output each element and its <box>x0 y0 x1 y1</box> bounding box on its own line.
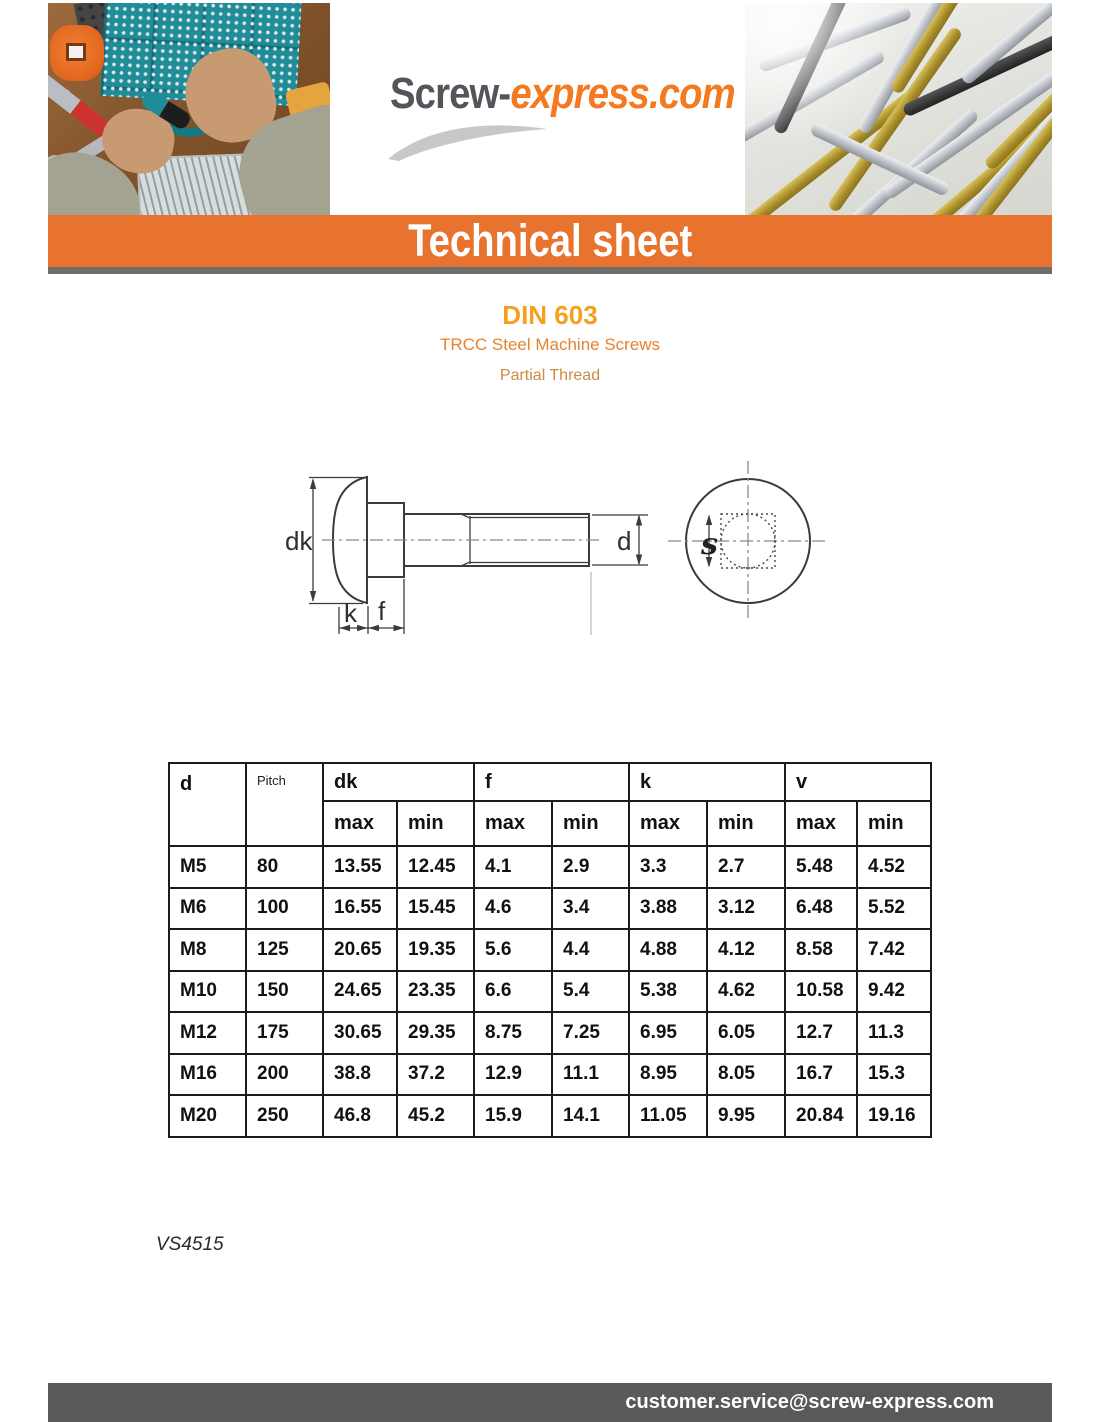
cell-value: 12.45 <box>397 846 474 888</box>
f-dimension-label: f <box>378 596 386 626</box>
cell-value: 4.4 <box>552 929 629 971</box>
cell-value: 4.6 <box>474 888 552 930</box>
subheader-min: min <box>857 801 931 846</box>
subheader-min: min <box>707 801 785 846</box>
cell-size: M12 <box>169 1012 246 1054</box>
col-header-f: f <box>474 763 629 801</box>
cell-value: 11.1 <box>552 1054 629 1096</box>
cell-value: 8.75 <box>474 1012 552 1054</box>
center-lines <box>322 461 828 621</box>
cell-value: 4.62 <box>707 971 785 1013</box>
col-header-v: v <box>785 763 931 801</box>
cell-value: 9.42 <box>857 971 931 1013</box>
cell-value: 30.65 <box>323 1012 397 1054</box>
tape-measure-detail <box>66 43 86 61</box>
logo-text-screw: Screw- <box>390 69 511 118</box>
cell-value: 8.58 <box>785 929 857 971</box>
dk-dimension-label: dk <box>285 526 313 556</box>
cell-value: 3.12 <box>707 888 785 930</box>
cell-value: 19.16 <box>857 1095 931 1137</box>
technical-drawing <box>270 450 850 650</box>
cell-value: 16.7 <box>785 1054 857 1096</box>
col-header-dk: dk <box>323 763 474 801</box>
col-header-k: k <box>629 763 785 801</box>
cell-value: 13.55 <box>323 846 397 888</box>
cell-value: 4.88 <box>629 929 707 971</box>
cell-value: 5.6 <box>474 929 552 971</box>
cell-value: 5.38 <box>629 971 707 1013</box>
cell-size: M16 <box>169 1054 246 1096</box>
cell-value: 6.95 <box>629 1012 707 1054</box>
cell-value: 11.3 <box>857 1012 931 1054</box>
table-row <box>169 1054 931 1096</box>
cell-size: M5 <box>169 846 246 888</box>
banner <box>48 215 1052 267</box>
workbench-photo <box>48 3 330 215</box>
table-row <box>169 1012 931 1054</box>
cell-value: 12.7 <box>785 1012 857 1054</box>
cell-value: 29.35 <box>397 1012 474 1054</box>
table-row <box>169 846 931 888</box>
subheader-max: max <box>323 801 397 846</box>
subheader-min: min <box>397 801 474 846</box>
cell-size: M20 <box>169 1095 246 1137</box>
footer-bar <box>48 1383 1052 1422</box>
table-row <box>169 971 931 1013</box>
cell-value: 5.4 <box>552 971 629 1013</box>
table-row <box>169 888 931 930</box>
cell-value: 11.05 <box>629 1095 707 1137</box>
cell-value: 4.12 <box>707 929 785 971</box>
cell-value: 9.95 <box>707 1095 785 1137</box>
cell-pitch: 250 <box>246 1095 323 1137</box>
cell-value: 3.4 <box>552 888 629 930</box>
cell-pitch: 150 <box>246 971 323 1013</box>
cell-value: 5.48 <box>785 846 857 888</box>
cell-value: 10.58 <box>785 971 857 1013</box>
cell-pitch: 200 <box>246 1054 323 1096</box>
cell-value: 15.9 <box>474 1095 552 1137</box>
dimensions-table-wrapper <box>168 762 932 1138</box>
logo-swoosh <box>385 118 553 164</box>
cell-value: 20.65 <box>323 929 397 971</box>
cell-value: 5.52 <box>857 888 931 930</box>
logo <box>390 70 786 118</box>
cell-value: 12.9 <box>474 1054 552 1096</box>
subheader-min: min <box>552 801 629 846</box>
cell-value: 16.55 <box>323 888 397 930</box>
cell-value: 37.2 <box>397 1054 474 1096</box>
banner-underline <box>48 267 1052 274</box>
cell-value: 15.45 <box>397 888 474 930</box>
subheader-max: max <box>474 801 552 846</box>
cell-value: 14.1 <box>552 1095 629 1137</box>
photo-highlight <box>745 3 1052 215</box>
cell-value: 8.05 <box>707 1054 785 1096</box>
cell-value: 7.42 <box>857 929 931 971</box>
dimension-arrows <box>310 478 712 631</box>
cell-value: 2.9 <box>552 846 629 888</box>
cell-value: 6.6 <box>474 971 552 1013</box>
s-dimension-label: s <box>701 527 718 562</box>
cell-value: 3.88 <box>629 888 707 930</box>
reference-code: VS4515 <box>156 1234 224 1255</box>
dimension-lines <box>309 478 709 636</box>
cell-value: 6.05 <box>707 1012 785 1054</box>
cell-value: 6.48 <box>785 888 857 930</box>
cell-pitch: 175 <box>246 1012 323 1054</box>
cell-size: M10 <box>169 971 246 1013</box>
logo-text-express: express.com <box>510 69 735 118</box>
banner-title: Technical sheet <box>407 215 693 266</box>
cell-pitch: 100 <box>246 888 323 930</box>
cell-value: 7.25 <box>552 1012 629 1054</box>
cell-size: M8 <box>169 929 246 971</box>
screws-photo <box>745 3 1052 215</box>
footer-email: customer.service@screw-express.com <box>625 1391 994 1413</box>
subheader-max: max <box>629 801 707 846</box>
table-row <box>169 1095 931 1137</box>
cell-value: 24.65 <box>323 971 397 1013</box>
cell-value: 23.35 <box>397 971 474 1013</box>
cell-pitch: 80 <box>246 846 323 888</box>
thread-subtitle: Partial Thread <box>499 367 601 384</box>
cell-value: 4.1 <box>474 846 552 888</box>
cell-value: 46.8 <box>323 1095 397 1137</box>
subheader-max: max <box>785 801 857 846</box>
cell-pitch: 125 <box>246 929 323 971</box>
product-subtitle: TRCC Steel Machine Screws <box>439 335 661 354</box>
cell-value: 19.35 <box>397 929 474 971</box>
cell-size: M6 <box>169 888 246 930</box>
cell-value: 45.2 <box>397 1095 474 1137</box>
cell-value: 2.7 <box>707 846 785 888</box>
d-dimension-label: d <box>617 526 632 556</box>
dimensions-table <box>168 762 932 1138</box>
col-header-pitch: Pitch <box>246 763 323 846</box>
cell-value: 38.8 <box>323 1054 397 1096</box>
col-header-d: d <box>169 763 246 846</box>
table-row <box>169 929 931 971</box>
standard-title: DIN 603 <box>502 300 598 330</box>
cell-value: 3.3 <box>629 846 707 888</box>
cell-value: 4.52 <box>857 846 931 888</box>
cell-value: 8.95 <box>629 1054 707 1096</box>
cell-value: 20.84 <box>785 1095 857 1137</box>
k-dimension-label: k <box>344 598 357 628</box>
cell-value: 15.3 <box>857 1054 931 1096</box>
